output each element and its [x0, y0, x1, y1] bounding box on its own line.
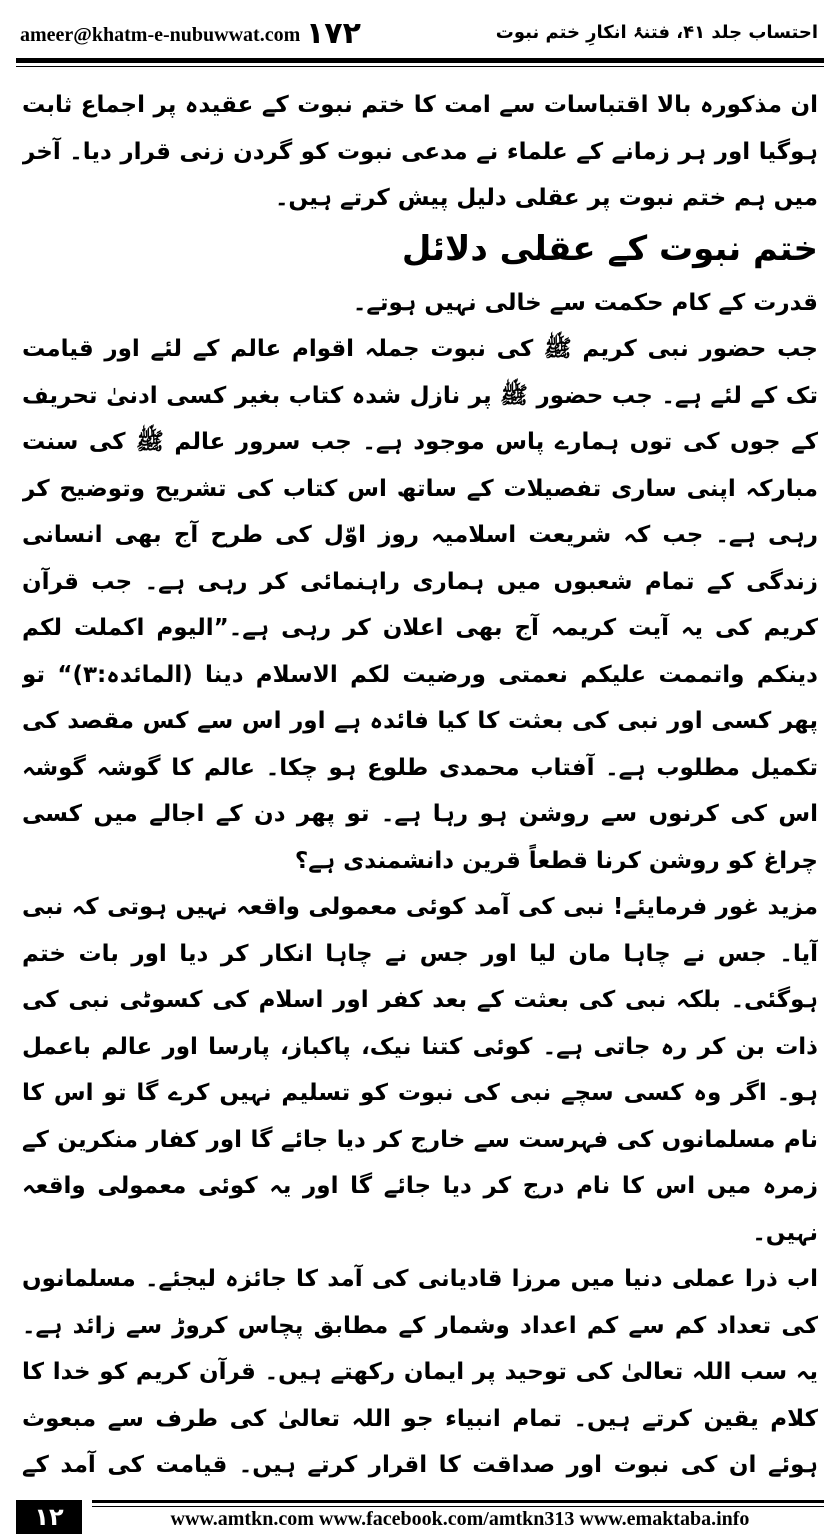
header-book-title: احتساب جلد ۴۱، فتنۂ انکارِ ختم نبوت — [495, 22, 818, 43]
paragraph-wisdom: قدرت کے کام حکمت سے خالی نہیں ہوتے۔ — [352, 289, 818, 316]
paragraph-reflection: مزید غور فرمایئے! نبی کی آمد کوئی معمولی واقعہ نہیں ہوتی کہ نبی آیا۔ جس نے چاہا مان لیا اور جس نے چاہا انکار کر دیا اور بات ختم ہوگئی۔ بلکہ نبی کی بعثت کے بعد کفر اور اسلام کی کسوٹی نبی کی ذات بن کر رہ جاتی ہے۔ کوئی کتنا نیک، پاکباز، پارسا اور عالم باعمل ہو۔ اگر وہ کسی سچے نبی کی نبوت کو تسلیم نہیں کرے گا تو اس کا نام مسلمانوں کی فہرست سے خارج کر دیا جائے گا اور کفار منکرین کے زمرہ میں اس کا نام درج کر دیا جائے گا اور یہ کوئی معمولی واقعہ نہیں۔ — [22, 894, 818, 1246]
paragraph-intro: ان مذکورہ بالا اقتباسات سے امت کا ختم نبوت کے عقیدہ پر اجماع ثابت ہوگیا اور ہر زمانے کے علماء نے مدعی نبوت کو گردن زنی قرار دیا۔ آخر میں ہم ختم نبوت پر عقلی دلیل پیش کرتے ہیں۔ — [22, 92, 818, 211]
footer-rule-thick — [92, 1500, 824, 1503]
header-rule-thin — [16, 66, 824, 67]
footer-links: www.amtkn.com www.facebook.com/amtkn313 www.emaktaba.info — [170, 1508, 750, 1530]
page-header — [16, 10, 824, 54]
header-rule-thick — [16, 58, 824, 63]
page-body — [22, 82, 818, 1492]
header-email: ameer@khatm-e-nubuwwat.com — [20, 24, 301, 46]
footer-rule-thin — [92, 1506, 824, 1507]
paragraph-survey: اب ذرا عملی دنیا میں مرزا قادیانی کی آمد کا جائزہ لیجئے۔ مسلمانوں کی تعداد کم سے کم اعداد وشمار کے مطابق پچاس کروڑ سے زائد ہے۔ یہ سب اللہ تعالیٰ کی توحید پر ایمان رکھتے ہیں۔ قرآن کریم کو خدا کا کلام یقین کرتے ہیں۔ تمام انبیاء جو اللہ تعالیٰ کی طرف سے مبعوث ہوئے ان کی نبوت اور صداقت کا اقرار کرتے ہیں۔ قیامت کی آمد کے — [22, 1266, 818, 1478]
paragraph-argument: جب حضور نبی کریم ﷺ کی نبوت جملہ اقوام عالم کے لئے اور قیامت تک کے لئے ہے۔ جب حضور ﷺ پر نازل شدہ کتاب بغیر کسی ادنیٰ تحریف کے جوں کی توں ہمارے پاس موجود ہے۔ جب سرور عالم ﷺ کی سنت مبارکہ اپنی ساری تفصیلات کے ساتھ اس کتاب کی تشریح وتوضیح کر رہی ہے۔ جب کہ شریعت اسلامیہ روز اوّل کی طرح آج بھی انسانی زندگی کے تمام شعبوں میں ہماری راہنمائی کر رہی ہے۔ جب قرآن کریم کی یہ آیت کریمہ آج بھی اعلان کر رہی ہے۔”الیوم اکملت لکم دینکم واتممت علیکم نعمتی ورضیت لکم الاسلام دینا (المائدہ:۳)“ تو پھر کسی اور نبی کی بعثت کا کیا فائدہ ہے اور اس سے کس مقصد کی تکمیل مطلوب ہے۔ آفتاب محمدی طلوع ہو چکا۔ عالم کا گوشہ گوشہ اس کی کرنوں سے روشن ہو رہا ہے۔ تو پھر دن کے اجالے میں کسی چراغ کو روشن کرنا قطعاً قرین دانشمندی ہے؟ — [22, 336, 818, 874]
section-heading: ختم نبوت کے عقلی دلائل — [401, 228, 818, 269]
header-page-number: ۱۷۲ — [306, 16, 361, 51]
footer-page-number: ۱۲ — [16, 1500, 82, 1534]
page-footer — [16, 1498, 824, 1536]
